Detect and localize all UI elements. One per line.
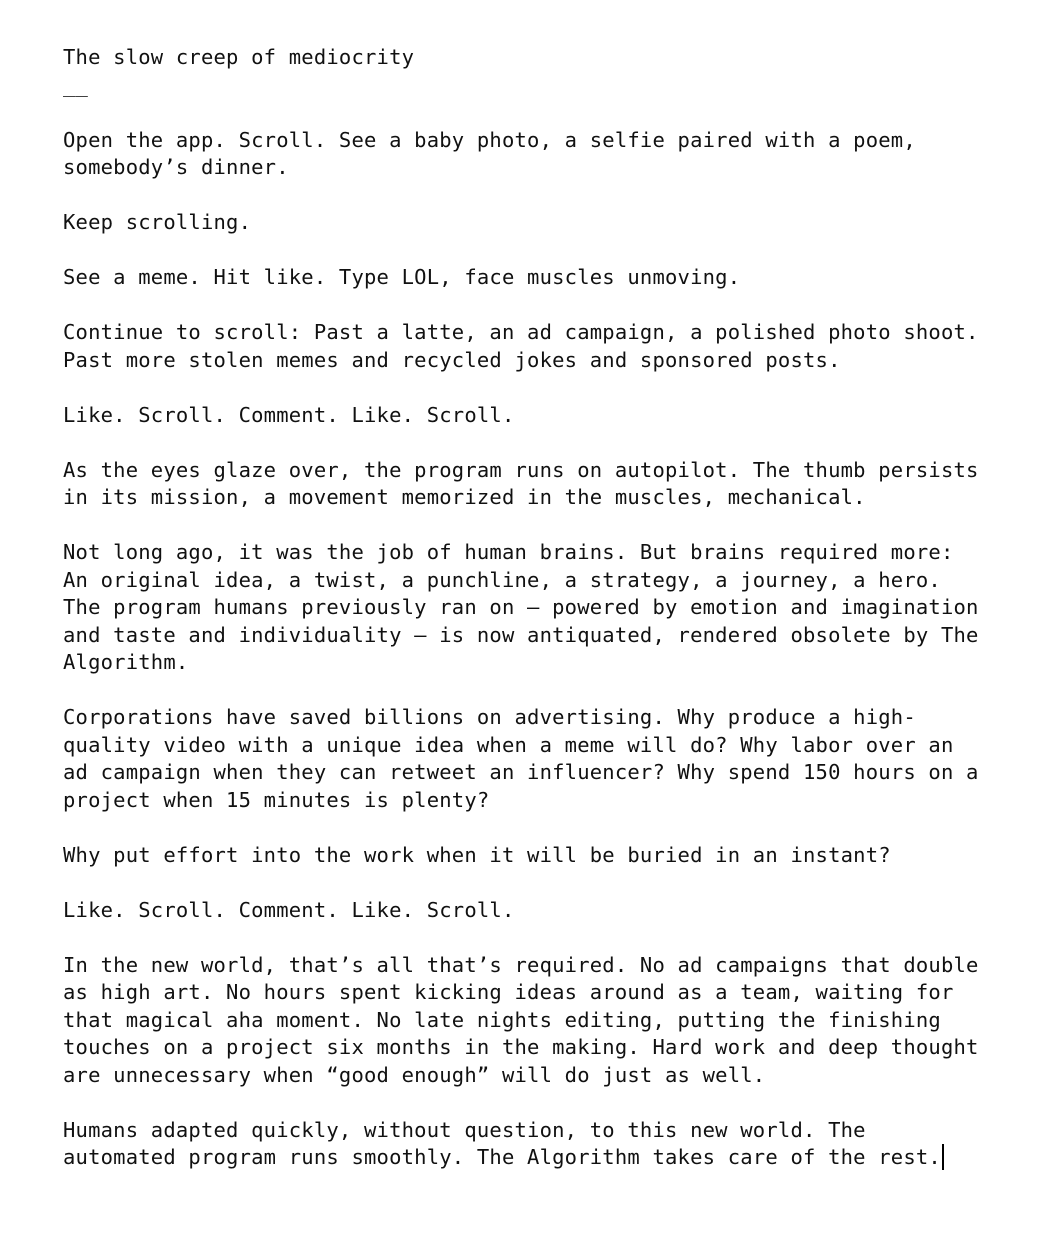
text-line [63,237,1043,265]
text-line [63,869,1043,897]
text-line: See a meme. Hit like. Type LOL, face muscles unmoving. [63,265,741,289]
text-line [63,814,1043,842]
text-line: Like. Scroll. Comment. Like. Scroll. [63,897,515,922]
text-line: Algorithm. [63,650,189,674]
text-line: that magical aha moment. No late nights editing, putting the finishing [63,1007,941,1032]
text-line: in its mission, a movement memorized in the muscles, mechanical. [63,485,866,509]
text-line: As the eyes glaze over, the program runs on autopilot. The thumb persists [63,457,979,482]
text-line [63,182,1043,210]
text-line: The program humans previously ran on — powered by emotion and imagination [63,595,979,619]
text-line: and taste and individuality — is now antiquated, rendered obsolete by The [63,622,979,647]
text-line: Past more stolen memes and recycled jokes and sponsored posts. [63,347,841,372]
text-line [63,99,1043,127]
text-line [63,677,1043,705]
text-cursor [942,1144,944,1170]
text-line: Humans adapted quickly, without question, to this new world. The [63,1117,866,1142]
text-line: touches on a project six months in the making. Hard work and deep thought [63,1035,979,1059]
text-line: somebody’s dinner. [63,155,289,179]
text-line [63,1089,1043,1117]
text-editor[interactable] [63,44,1043,1172]
text-line [63,924,1043,952]
text-line: are unnecessary when “good enough” will do just as well. [63,1062,766,1087]
text-line: An original idea, a twist, a punchline, a strategy, a journey, a hero. [63,567,941,592]
text-line [63,374,1043,402]
text-line: Why put effort into the work when it will be buried in an instant? [63,842,891,867]
text-line: project when 15 minutes is plenty? [63,787,490,812]
last-text-line [63,1144,1043,1172]
last-line-text: automated program runs smoothly. The Algorithm takes care of the rest. [63,1145,941,1169]
document-title: The slow creep of mediocrity [63,45,415,69]
text-line: quality video with a unique idea when a meme will do? Why labor over an [63,732,954,757]
text-line: as high art. No hours spent kicking ideas around as a team, waiting for [63,980,954,1004]
title-underline: __ [63,72,89,97]
text-line: ad campaign when they can retweet an influencer? Why spend 150 hours on a [63,760,979,784]
text-line [63,429,1043,457]
text-line: Not long ago, it was the job of human brains. But brains required more: [63,540,954,564]
text-line: In the new world, that’s all that’s required. No ad campaigns that double [63,952,979,977]
text-line [63,292,1043,320]
text-line: Corporations have saved billions on advertising. Why produce a high- [63,705,916,729]
text-line: Like. Scroll. Comment. Like. Scroll. [63,402,515,427]
text-line: Open the app. Scroll. See a baby photo, a selfie paired with a poem, [63,127,916,152]
text-line [63,512,1043,540]
text-line: Continue to scroll: Past a latte, an ad campaign, a polished photo shoot. [63,320,979,344]
text-line: Keep scrolling. [63,210,252,234]
